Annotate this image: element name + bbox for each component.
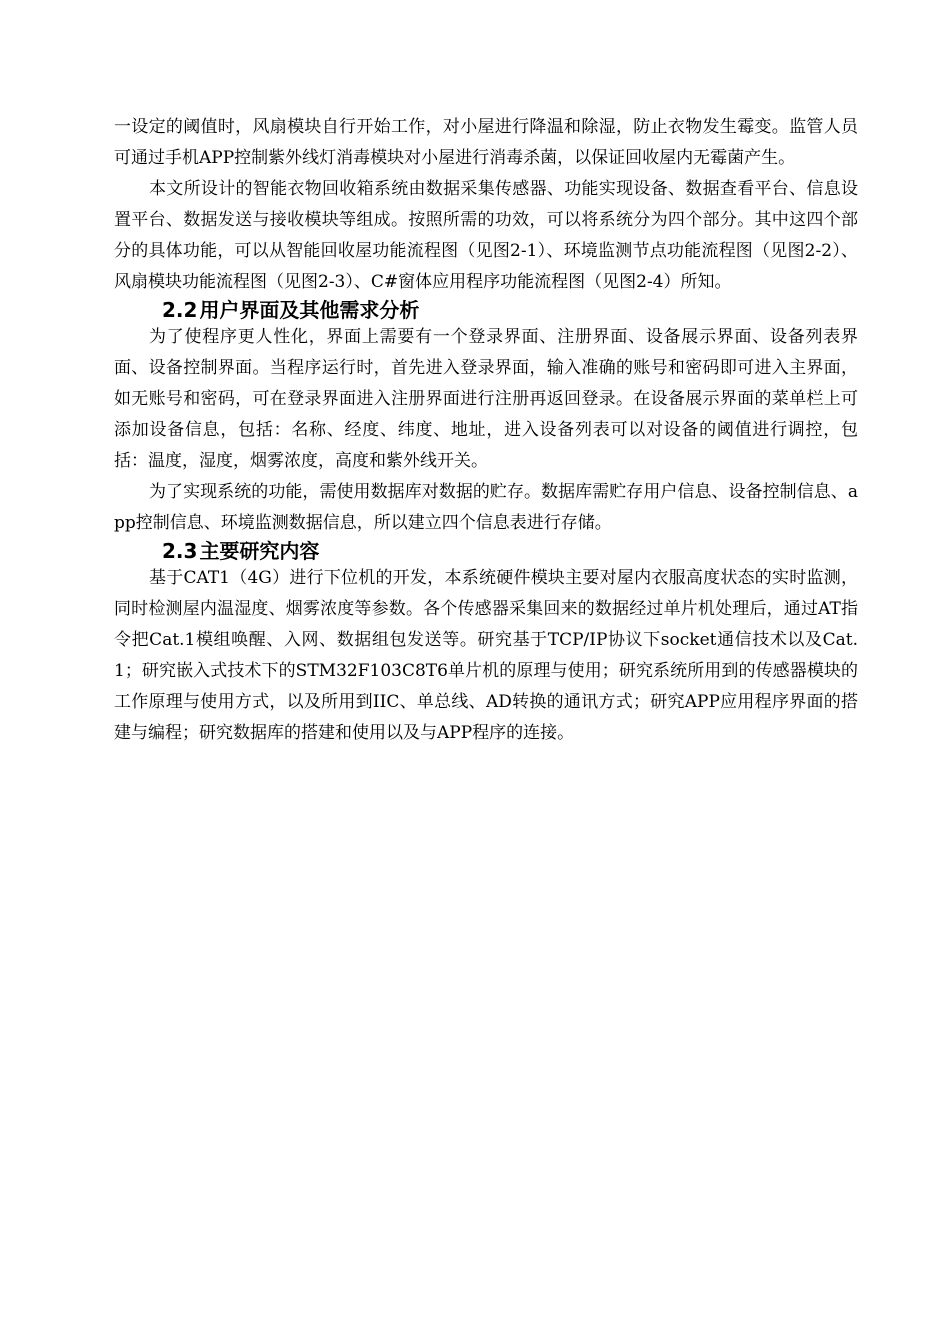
body-paragraph: 为了实现系统的功能，需使用数据库对数据的贮存。数据库需贮存用户信息、设备控制信息、app控制信息、环境监测数据信息，所以建立四个信息表进行存储。 — [114, 482, 858, 533]
section-number: 2.2 — [162, 298, 198, 322]
body-paragraph: 为了使程序更人性化，界面上需要有一个登录界面、注册界面、设备展示界面、设备列表界面、设备控制界面。当程序运行时，首先进入登录界面，输入准确的账号和密码即可进入主界面，如无账号和密码，可在登录界面进入注册界面进行注册再返回登录。在设备展示界面的菜单栏上可添加设备信息，包括：名称、经度、纬度、地址，进入设备列表可以对设备的阈值进行调控，包括：温度，湿度，烟雾浓度，高度和紫外线开关。 — [114, 327, 858, 471]
section-heading-2-2 — [114, 298, 858, 322]
section-number: 2.3 — [162, 539, 198, 563]
body-paragraph: 一设定的阈值时，风扇模块自行开始工作，对小屋进行降温和除湿，防止衣物发生霉变。监管人员可通过手机APP控制紫外线灯消毒模块对小屋进行消毒杀菌，以保证回收屋内无霉菌产生。 — [114, 117, 858, 168]
section-title: 用户界面及其他需求分析 — [199, 298, 420, 322]
page-content — [114, 112, 858, 749]
section-title: 主要研究内容 — [199, 539, 320, 563]
section-heading-2-3 — [114, 539, 858, 563]
body-paragraph: 基于CAT1（4G）进行下位机的开发，本系统硬件模块主要对屋内衣服高度状态的实时监测，同时检测屋内温湿度、烟雾浓度等参数。各个传感器采集回来的数据经过单片机处理后，通过AT指令把Cat.1模组唤醒、入网、数据组包发送等。研究基于TCP/IP协议下socket通信技术以及Cat.1；研究嵌入式技术下的STM32F103C8T6单片机的原理与使用；研究系统所用到的传感器模块的工作原理与使用方式，以及所用到IIC、单总线、AD转换的通讯方式；研究APP应用程序界面的搭建与编程；研究数据库的搭建和使用以及与APP程序的连接。 — [114, 568, 858, 743]
body-paragraph: 本文所设计的智能衣物回收箱系统由数据采集传感器、功能实现设备、数据查看平台、信息设置平台、数据发送与接收模块等组成。按照所需的功效，可以将系统分为四个部分。其中这四个部分的具体功能，可以从智能回收屋功能流程图（见图2-1）、环境监测节点功能流程图（见图2-2）、风扇模块功能流程图（见图2-3）、C#窗体应用程序功能流程图（见图2-4）所知。 — [114, 179, 858, 292]
